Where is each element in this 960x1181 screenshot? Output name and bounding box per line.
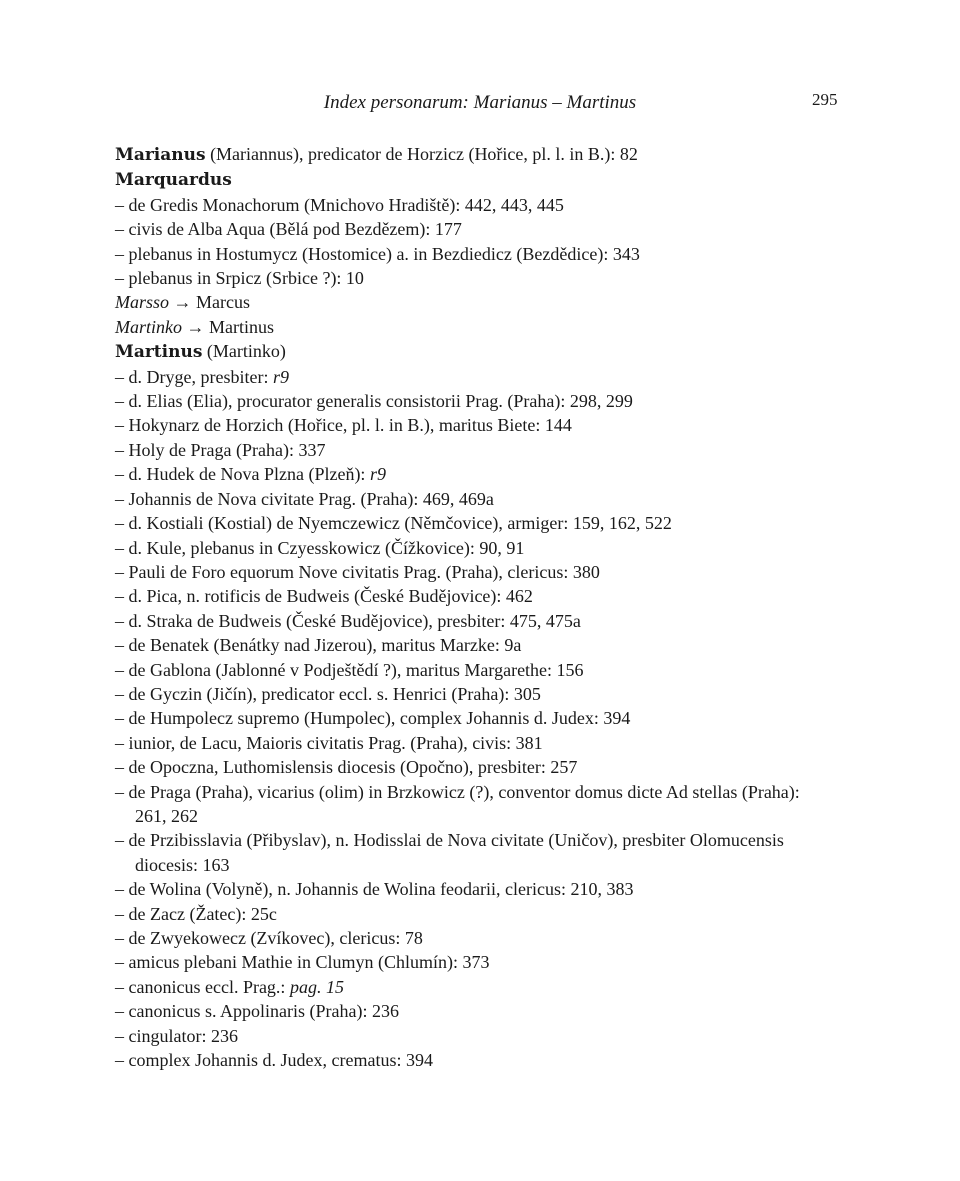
index-subentry <box>115 706 835 730</box>
entry-text: – civis de Alba Aqua (Bělá pod Bezdězem): 177 <box>115 219 462 240</box>
entry-text: – de Gredis Monachorum (Mnichovo Hradiště): 442, 443, 445 <box>115 194 564 215</box>
index-subentry <box>115 266 835 290</box>
index-subentry <box>115 1024 835 1048</box>
index-subentry <box>115 511 835 535</box>
index-subentry <box>115 950 835 974</box>
index-subentry <box>115 242 835 266</box>
entry-text: (Martinko) <box>202 341 286 362</box>
index-subentry <box>115 487 835 511</box>
index-subentry <box>115 828 835 877</box>
index-headword-entry <box>115 142 835 167</box>
entry-text: – de Humpolecz supremo (Humpolec), complex Johannis d. Judex: 394 <box>115 708 631 729</box>
index-subentry <box>115 217 835 241</box>
headword: Martinus <box>115 342 203 363</box>
entry-text: – de Gyczin (Jičín), predicator eccl. s. Henrici (Praha): 305 <box>115 683 541 704</box>
index-subentry <box>115 193 835 217</box>
entry-text: – de Opoczna, Luthomislensis diocesis (Opočno), presbiter: 257 <box>115 757 578 778</box>
entry-text: – amicus plebani Mathie in Clumyn (Chlumín): 373 <box>115 952 490 973</box>
entry-text: – de Zacz (Žatec): 25c <box>115 903 277 924</box>
italic-text: r9 <box>369 464 386 485</box>
entry-text: – plebanus in Srpicz (Srbice ?): 10 <box>115 268 364 289</box>
entry-text: – de Przibisslavia (Přibyslav), n. Hodisslai de Nova civitate (Uničov), presbiter Olomucensis diocesis: 163 <box>115 830 784 875</box>
index-entries <box>115 142 835 1072</box>
index-subentry <box>115 1048 835 1072</box>
index-headword-entry <box>115 290 835 314</box>
entry-text: – d. Kule, plebanus in Czyesskowicz (Čížkovice): 90, 91 <box>115 537 525 558</box>
italic-text: Marsso <box>115 292 170 313</box>
index-headword-entry <box>115 339 835 364</box>
index-subentry <box>115 438 835 462</box>
headword: Marquardus <box>115 170 232 191</box>
entry-text: → Marcus <box>169 292 250 313</box>
entry-text: – cingulator: 236 <box>115 1025 238 1046</box>
index-subentry <box>115 584 835 608</box>
entry-text: – d. Kostiali (Kostial) de Nyemczewicz (Němčovice), armiger: 159, 162, 522 <box>115 513 672 534</box>
index-subentry <box>115 975 835 999</box>
entry-text: – canonicus eccl. Prag.: <box>115 976 290 997</box>
index-subentry <box>115 462 835 486</box>
entry-text: – d. Straka de Budweis (České Budějovice), presbiter: 475, 475a <box>115 610 581 631</box>
index-subentry <box>115 560 835 584</box>
entry-text: – canonicus s. Appolinaris (Praha): 236 <box>115 1001 399 1022</box>
entry-text: – de Praga (Praha), vicarius (olim) in Brzkowicz (?), conventor domus dicte Ad stellas (Praha): 261, 262 <box>115 781 800 826</box>
index-subentry <box>115 609 835 633</box>
italic-text: r9 <box>272 366 289 387</box>
entry-text: – de Zwyekowecz (Zvíkovec), clericus: 78 <box>115 928 423 948</box>
index-subentry <box>115 536 835 560</box>
index-subentry <box>115 682 835 706</box>
entry-text: → Martinus <box>182 316 274 337</box>
entry-text: (Mariannus), predicator de Horzicz (Hořice, pl. l. in B.): 82 <box>205 144 638 164</box>
index-subentry <box>115 633 835 657</box>
entry-text: – Pauli de Foro equorum Nove civitatis Prag. (Praha), clericus: 380 <box>115 561 600 582</box>
entry-text: – d. Pica, n. rotificis de Budweis (České Budějovice): 462 <box>115 586 533 607</box>
entry-text: – d. Hudek de Nova Plzna (Plzeň): <box>115 464 370 485</box>
index-subentry <box>115 731 835 755</box>
entry-text: – plebanus in Hostumycz (Hostomice) a. in Bezdiedicz (Bezdědice): 343 <box>115 243 640 264</box>
italic-text: pag. 15 <box>289 976 344 997</box>
index-subentry <box>115 780 835 829</box>
entry-text: – iunior, de Lacu, Maioris civitatis Prag. (Praha), civis: 381 <box>115 732 543 753</box>
running-head: Index personarum: Marianus – Martinus <box>323 92 637 113</box>
entry-text: – Holy de Praga (Praha): 337 <box>115 439 326 460</box>
index-headword-entry <box>115 167 835 192</box>
entry-text: – complex Johannis d. Judex, crematus: 394 <box>115 1050 433 1071</box>
index-subentry <box>115 902 835 926</box>
entry-text: – d. Dryge, presbiter: <box>115 366 273 387</box>
entry-text: – de Benatek (Benátky nad Jizerou), maritus Marzke: 9a <box>115 635 522 656</box>
index-subentry <box>115 365 835 389</box>
entry-text: – Johannis de Nova civitate Prag. (Praha): 469, 469a <box>115 488 494 509</box>
entry-text: – de Wolina (Volyně), n. Johannis de Wolina feodarii, clericus: 210, 383 <box>115 879 634 900</box>
index-headword-entry <box>115 315 835 339</box>
index-subentry <box>115 926 835 950</box>
italic-text: Martinko <box>115 316 182 337</box>
entry-text: – Hokynarz de Horzich (Hořice, pl. l. in B.), maritus Biete: 144 <box>115 415 572 436</box>
page-number: 295 <box>812 90 838 109</box>
entry-text: – de Gablona (Jablonné v Podještědí ?), maritus Margarethe: 156 <box>115 659 584 680</box>
index-subentry <box>115 877 835 901</box>
index-subentry <box>115 999 835 1023</box>
index-subentry <box>115 658 835 682</box>
entry-text: – d. Elias (Elia), procurator generalis consistorii Prag. (Praha): 298, 299 <box>115 391 633 412</box>
index-subentry <box>115 755 835 779</box>
index-subentry <box>115 413 835 437</box>
headword: Marianus <box>115 145 206 165</box>
index-subentry <box>115 389 835 413</box>
